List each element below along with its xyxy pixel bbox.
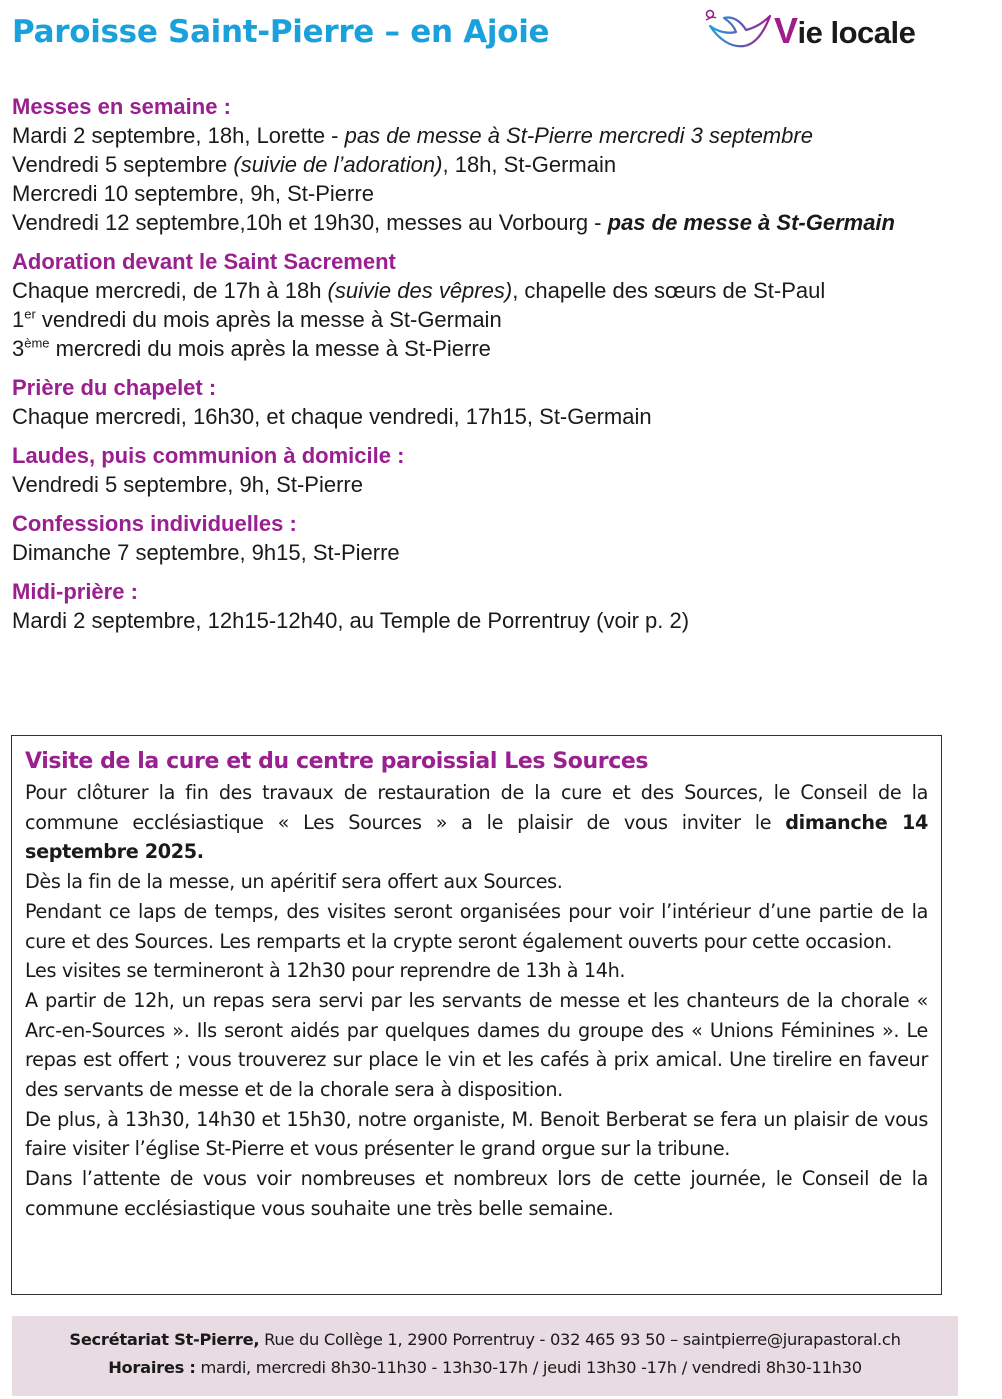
visit-title: Visite de la cure et du centre paroissial Les Sources [25, 749, 649, 774]
vie-locale-logo [704, 6, 944, 62]
page-title: Paroisse Saint-Pierre – en Ajoie [12, 14, 550, 50]
visit-paragraph: De plus, à 13h30, 14h30 et 15h30, notre organiste, M. Benoit Berberat se fera un plaisir de vous faire visiter l’église St-Pierre et vous présenter le grand orgue sur la tribune. [25, 1107, 928, 1161]
schedule-line: Dimanche 7 septembre, 9h15, St-Pierre [12, 540, 400, 565]
logo-wordmark: Vie locale [774, 10, 916, 51]
secretariat-footer [12, 1316, 958, 1396]
schedule-line: Mardi 2 septembre, 18h, Lorette - pas de messe à St-Pierre mercredi 3 septembre [12, 123, 813, 148]
footer-contact: Secrétariat St-Pierre, Rue du Collège 1, 2900 Porrentruy - 032 465 93 50 – saintpierre@jurapastoral.ch [69, 1330, 901, 1349]
schedule-line: 3ème mercredi du mois après la messe à St-Pierre [12, 335, 491, 361]
section-heading: Prière du chapelet : [12, 375, 217, 400]
section-heading: Adoration devant le Saint Sacrement [12, 249, 396, 274]
section-adoration [12, 247, 942, 363]
schedule-sections [12, 92, 942, 645]
section-heading: Confessions individuelles : [12, 511, 297, 536]
section-heading: Laudes, puis communion à domicile : [12, 443, 405, 468]
schedule-line: Vendredi 12 septembre,10h et 19h30, messes au Vorbourg - pas de messe à St-Germain [12, 210, 895, 235]
schedule-line: Mercredi 10 septembre, 9h, St-Pierre [12, 181, 374, 206]
section-heading: Messes en semaine : [12, 94, 231, 119]
visit-paragraph: Pour clôturer la fin des travaux de restauration de la cure et des Sources, le Conseil de la commune ecclésiastique « Les Sources » a le plaisir de vous inviter le dimanche 14 septembre 2025. [25, 781, 928, 864]
schedule-line: Mardi 2 septembre, 12h15-12h40, au Temple de Porrentruy (voir p. 2) [12, 608, 690, 633]
schedule-line: Chaque mercredi, 16h30, et chaque vendredi, 17h15, St-Germain [12, 404, 652, 429]
page-header [12, 10, 982, 64]
section-confessions [12, 509, 942, 567]
section-midi-priere [12, 577, 942, 635]
visit-paragraph: A partir de 12h, un repas sera servi par les servants de messe et les chanteurs de la chorale « Arc-en-Sources ». Ils seront aidés par quelques dames du groupe des « Unions Féminines ». Le repas est offert ; vous trouverez sur place le vin et les cafés à prix amical. Une tirelire en faveur des servants de messe et de la chorale sera à disposition. [25, 988, 928, 1102]
visit-paragraph: Pendant ce laps de temps, des visites seront organisées pour voir l’intérieur d’une partie de la cure et des Sources. Les remparts et la crypte seront également ouverts pour cette occasion. [25, 899, 928, 953]
section-laudes [12, 441, 942, 499]
visit-paragraph: Dans l’attente de vous voir nombreuses et nombreux lors de cette journée, le Conseil de la commune ecclésiastique vous souhaite une très belle semaine. [25, 1167, 928, 1220]
footer-hours: Horaires : mardi, mercredi 8h30-11h30 - 13h30-17h / jeudi 13h30 -17h / vendredi 8h30-11h30 [108, 1358, 862, 1377]
visit-announcement-box [11, 735, 942, 1295]
schedule-line: 1er vendredi du mois après la messe à St-Germain [12, 306, 502, 332]
visit-paragraph: Dès la fin de la messe, un apéritif sera offert aux Sources. [25, 870, 563, 894]
section-heading: Midi-prière : [12, 579, 138, 604]
schedule-line: Vendredi 5 septembre, 9h, St-Pierre [12, 472, 363, 497]
schedule-line: Vendredi 5 septembre (suivie de l’adoration), 18h, St-Germain [12, 152, 617, 177]
dove-icon [704, 8, 784, 60]
schedule-line: Chaque mercredi, de 17h à 18h (suivie des vêpres), chapelle des sœurs de St-Paul [12, 278, 826, 303]
section-chapelet [12, 373, 942, 431]
section-messes [12, 92, 942, 237]
visit-paragraph: Les visites se termineront à 12h30 pour reprendre de 13h à 14h. [25, 959, 626, 983]
